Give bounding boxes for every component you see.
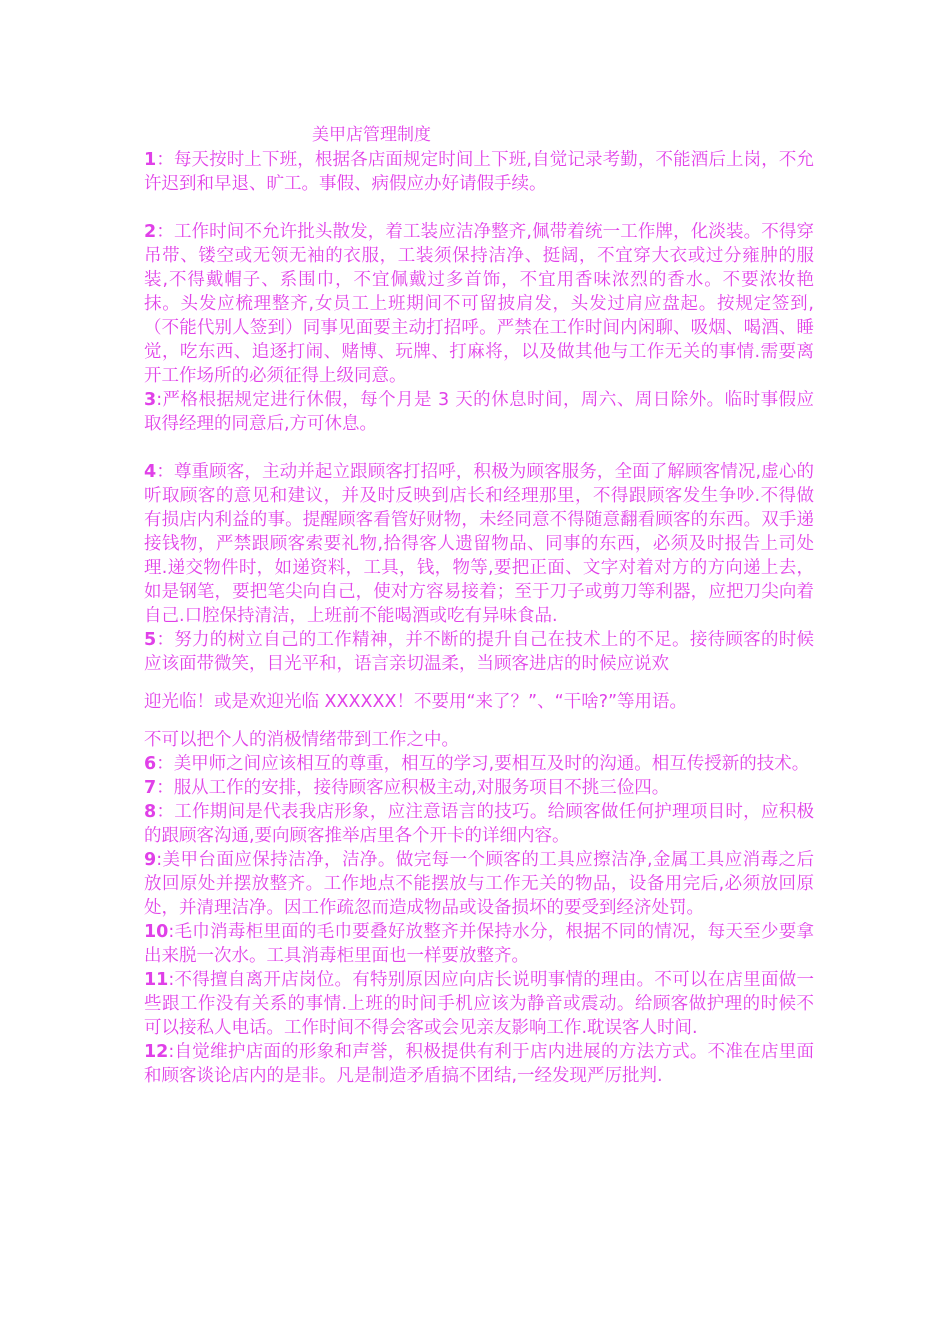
rule-paragraph-6 bbox=[144, 752, 814, 776]
rule-text: 毛巾消毒柜里面的毛巾要叠好放整齐并保持水分，根据不同的情况，每天至少要拿出来脱一次水。工具消毒柜里面也一样要放整齐。 bbox=[144, 922, 814, 966]
rule-paragraph-12 bbox=[144, 1040, 814, 1088]
rule-separator: : bbox=[168, 1042, 175, 1062]
rule-text: 每天按时上下班，根据各店面规定时间上下班,自觉记录考勤，不能酒后上岗，不允许迟到和早退、旷工。事假、病假应办好请假手续。 bbox=[144, 150, 814, 194]
document-page bbox=[144, 124, 814, 1088]
rule-separator: ： bbox=[156, 778, 174, 798]
rule-text: 严格根据规定进行休假，每个月是 3 天的休息时间，周六、周日除外。临时事假应取得经理的同意后,方可休息。 bbox=[144, 390, 814, 434]
rule-text: 不得擅自离开店岗位。有特别原因应向店长说明事情的理由。不可以在店里面做一些跟工作没有关系的事情.上班的时间手机应该为静音或震动。给顾客做护理的时候不可以接私人电话。工作时间不得会客或会见亲友影响工作.耽误客人时间. bbox=[144, 970, 814, 1038]
rule-separator: ： bbox=[156, 754, 174, 774]
rule-text: 不可以把个人的消极情绪带到工作之中。 bbox=[144, 730, 459, 750]
rule-paragraph-8 bbox=[144, 800, 814, 848]
rule-number: 5 bbox=[144, 630, 157, 650]
rule-paragraph-5-note bbox=[144, 728, 814, 752]
rule-number: 11 bbox=[144, 970, 169, 990]
rule-paragraph-4 bbox=[144, 460, 814, 628]
rule-paragraph-10 bbox=[144, 920, 814, 968]
rule-text: 服从工作的安排，接待顾客应积极主动,对服务项目不挑三俭四。 bbox=[173, 778, 670, 798]
rule-paragraph-11 bbox=[144, 968, 814, 1040]
rule-paragraph-3 bbox=[144, 388, 814, 436]
rule-number: 8 bbox=[144, 802, 157, 822]
rule-number: 4 bbox=[144, 462, 157, 482]
rule-paragraph-1 bbox=[144, 148, 814, 196]
rule-separator: ： bbox=[156, 802, 175, 822]
rule-paragraph-7 bbox=[144, 776, 814, 800]
rule-number: 1 bbox=[144, 150, 157, 170]
rule-separator: ： bbox=[156, 150, 174, 170]
rule-paragraph-2 bbox=[144, 220, 814, 388]
rule-paragraph-5 bbox=[144, 628, 814, 676]
rule-text: 自觉维护店面的形象和声誉，积极提供有利于店内进展的方法方式。不准在店里面和顾客谈论店内的是非。凡是制造矛盾搞不团结,一经发现严厉批判. bbox=[144, 1042, 814, 1086]
rule-separator: : bbox=[156, 850, 163, 870]
rule-text: 美甲师之间应该相互的尊重，相互的学习,要相互及时的沟通。相互传授新的技术。 bbox=[173, 754, 810, 774]
blank-line bbox=[144, 436, 814, 460]
rule-number: 9 bbox=[144, 850, 157, 870]
blank-line bbox=[144, 196, 814, 220]
rule-text: 美甲台面应保持洁净，洁净。做完每一个顾客的工具应擦洁净,金属工具应消毒之后放回原处并摆放整齐。工作地点不能摆放与工作无关的物品，设备用完后,必须放回原处，并清理洁净。因工作疏忽而造成物品或设备损坏的要受到经济处罚。 bbox=[144, 850, 814, 918]
rule-number: 2 bbox=[144, 222, 157, 242]
rule-text: 尊重顾客，主动并起立跟顾客打招呼，积极为顾客服务，全面了解顾客情况,虚心的听取顾客的意见和建议，并及时反映到店长和经理那里，不得跟顾客发生争吵.不得做有损店内利益的事。提醒顾客看管好财物，未经同意不得随意翻看顾客的东西。双手递接钱物，严禁跟顾客索要礼物,拾得客人遗留物品、同事的东西，必须及时报告上司处理.递交物件时，如递资料，工具，钱，物等,要把正面、文字对着对方的方向递上去，如是钢笔，要把笔尖向自己，使对方容易接着；至于刀子或剪刀等利器，应把刀尖向着自己.口腔保持清洁，上班前不能喝酒或吃有异味食品. bbox=[144, 462, 814, 626]
rule-separator: : bbox=[156, 390, 163, 410]
rule-separator: : bbox=[168, 970, 175, 990]
rule-number: 6 bbox=[144, 754, 157, 774]
rule-number: 12 bbox=[144, 1042, 169, 1062]
rule-separator: ： bbox=[156, 462, 174, 482]
rule-separator: ： bbox=[156, 222, 174, 242]
rule-text: 努力的树立自己的工作精神，并不断的提升自己在技术上的不足。接待顾客的时候应该面带微笑，目光平和，语言亲切温柔，当顾客进店的时候应说欢 bbox=[144, 630, 815, 674]
rule-separator: : bbox=[168, 922, 175, 942]
rule-separator: ： bbox=[156, 630, 175, 650]
rule-number: 7 bbox=[144, 778, 157, 798]
rule-number: 10 bbox=[144, 922, 169, 942]
rule-number: 3 bbox=[144, 390, 157, 410]
rule-paragraph-9 bbox=[144, 848, 814, 920]
rule-text: 迎光临！或是欢迎光临 XXXXXX！不要用“来了？”、“干啥?”等用语。 bbox=[144, 692, 688, 712]
rule-paragraph-5-continued bbox=[144, 690, 814, 714]
rule-text: 工作时间不允许批头散发，着工装应洁净整齐,佩带着统一工作牌，化淡装。不得穿吊带、镂空或无领无袖的衣服，工装须保持洁净、挺阔，不宜穿大衣或过分雍肿的服装,不得戴帽子、系围巾，不宜佩戴过多首饰，不宜用香味浓烈的香水。不要浓妆艳抹。头发应梳理整齐,女员工上班期间不可留披肩发，头发过肩应盘起。按规定签到,（不能代别人签到）同事见面要主动打招呼。严禁在工作时间内闲聊、吸烟、喝酒、睡觉，吃东西、追逐打闹、赌博、玩牌、打麻将，以及做其他与工作无关的事情.需要离开工作场所的必须征得上级同意。 bbox=[144, 222, 814, 386]
document-title: 美甲店管理制度 bbox=[312, 125, 431, 145]
rule-text: 工作期间是代表我店形象，应注意语言的技巧。给顾客做任何护理项目时，应积极的跟顾客沟通,要向顾客推举店里各个开卡的详细内容。 bbox=[144, 802, 815, 846]
